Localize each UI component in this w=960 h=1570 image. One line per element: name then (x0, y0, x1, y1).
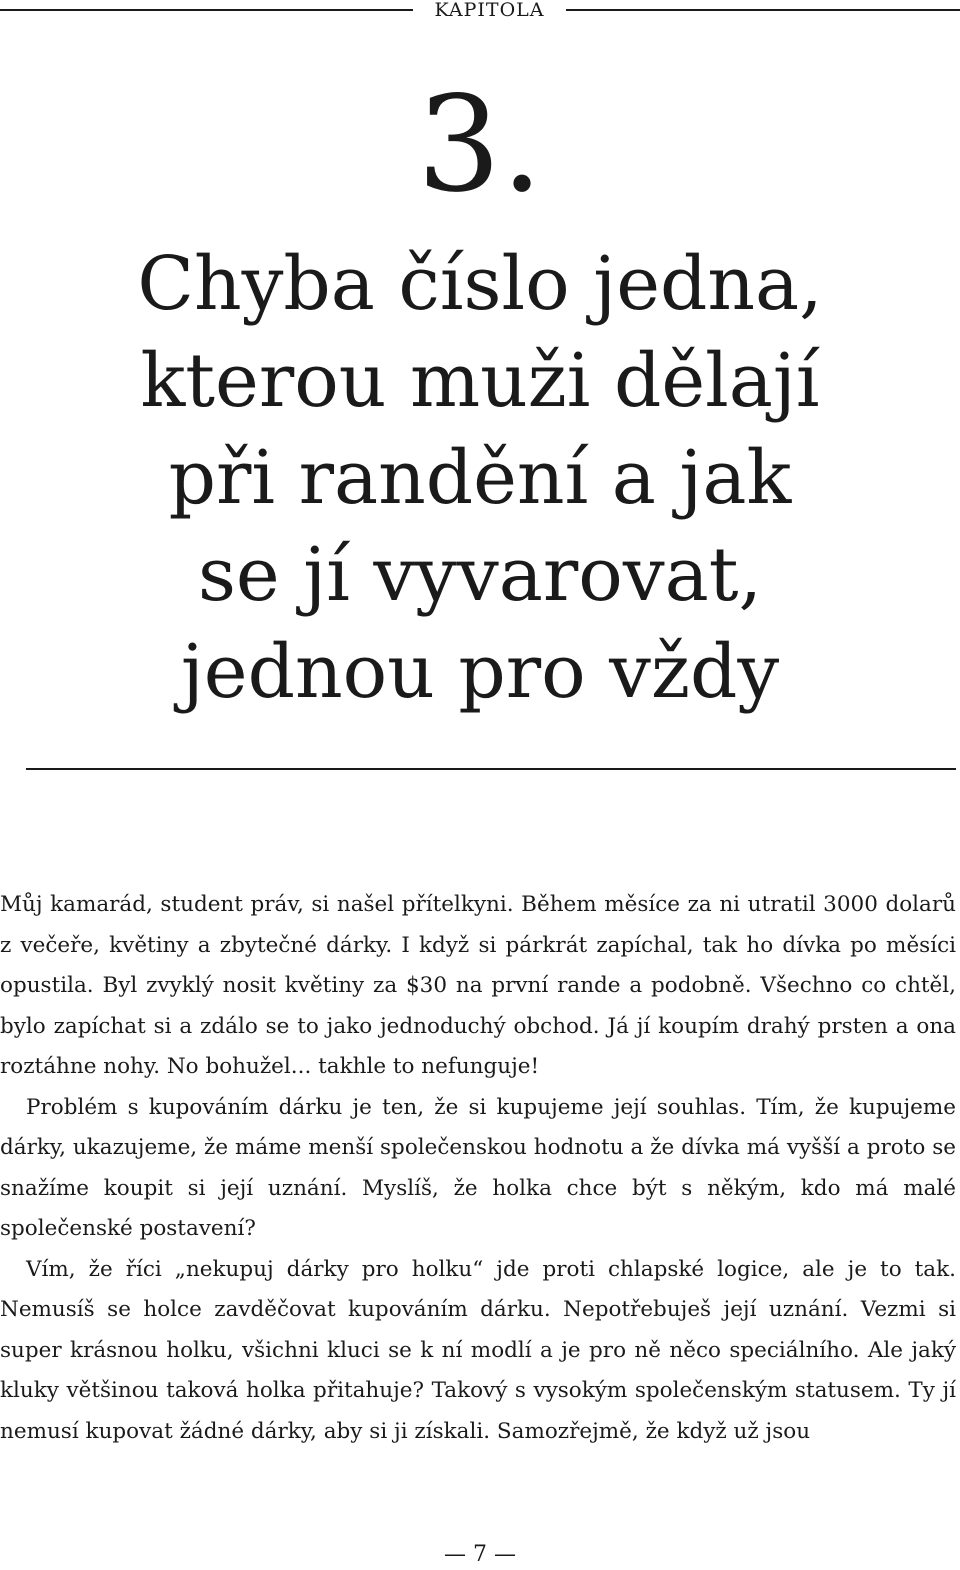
chapter-title-line: kterou muži dělají (140, 338, 820, 424)
chapter-number: 3. (417, 68, 543, 222)
chapter-title-line: Chyba číslo jedna, (137, 241, 823, 327)
header-rule-left (0, 9, 413, 11)
chapter-title-line: jednou pro vždy (180, 629, 780, 715)
title-divider (26, 768, 956, 770)
paragraph: Vím, že říci „nekupuj dárky pro holku“ jde proti chlapské logice, ale je to tak. Nemusíš se holce zavděčovat kupováním dárku. Nepotřebuješ její uznání. Vezmi si super krásnou holku, všichni kluci se k ní modlí a je pro ně něco speciálního. Ale jaký kluky většinou taková holka přitahuje? Takový s vysokým společenským statusem. Ty jí nemusí kupovat žádné dárky, aby si ji získali. Samozřejmě, že když už jsou (0, 1256, 956, 1444)
chapter-title-line: při randění a jak (168, 435, 792, 521)
chapter-label: KAPITOLA (434, 0, 545, 21)
page-number: — 7 — (444, 1542, 516, 1567)
chapter-title (0, 236, 960, 721)
body-text (0, 885, 956, 1452)
paragraph: Problém s kupováním dárku je ten, že si kupujeme její souhlas. Tím, že kupujeme dárky, ukazujeme, že máme menší společenskou hodnotu a že dívka má vyšší a proto se snažíme koupit si její uznání. Myslíš, že holka chce být s někým, kdo má malé společenské postavení? (0, 1094, 956, 1241)
header-rule-right (566, 9, 960, 11)
chapter-title-line: se jí vyvarovat, (197, 532, 763, 618)
chapter-header (0, 0, 960, 22)
paragraph: Můj kamarád, student práv, si našel přítelkyni. Během měsíce za ni utratil 3000 dolarů z večeře, květiny a zbytečné dárky. I když si párkrát zapíchal, tak ho dívka po měsíci opustila. Byl zvyklý nosit květiny za $30 na první rande a podobně. Všechno co chtěl, bylo zapíchat si a zdálo se to jako jednoduchý obchod. Já jí koupím drahý prsten a ona roztáhne nohy. No bohužel... takhle to nefunguje! (0, 892, 956, 1079)
